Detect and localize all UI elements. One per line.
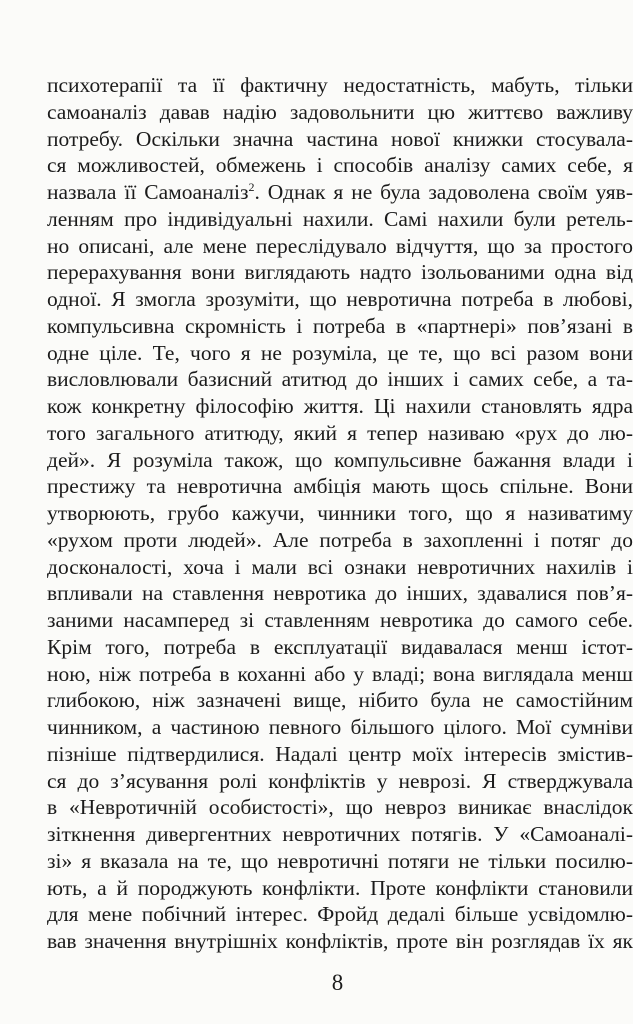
text-line: компульсивна скромність і потреба в «партнері» пов’язані в	[47, 313, 633, 338]
text-line: в «Невротичній особистості», що невроз виникає внаслідок	[47, 795, 633, 820]
text-line: впливали на ставлення невротика до інших, здавалися пов’я-	[47, 581, 633, 606]
text-line: висловлювали базисний атитюд до інших і самих себе, а та-	[47, 367, 633, 392]
text-line: ною, ніж потреба в коханні або у владі; вона виглядала менш	[47, 661, 633, 686]
text-line: утворюють, грубо кажучи, чинники того, що я називатиму	[47, 501, 633, 525]
text-line: самоаналіз давав надію задовольнити цю життєво важливу	[47, 99, 633, 124]
text-line: для мене побічний інтерес. Фройд дедалі більше усвідомлю-	[47, 902, 633, 927]
text-line: ленням про індивідуальні нахили. Самі нахили були ретель-	[47, 206, 633, 231]
text-line: заними насамперед зі ставленням невротика до самого себе.	[47, 608, 633, 632]
text-line: психотерапії та її фактичну недостатність, мабуть, тільки	[47, 73, 633, 97]
text-line: перерахування вони виглядають надто ізольованими одна від	[47, 260, 633, 285]
text-line: одної. Я змогла зрозуміти, що невротична потреба в любові,	[47, 287, 633, 311]
text-line-part: назвала її Самоаналіз	[47, 180, 249, 204]
text-line: ся можливостей, обмежень і способів аналізу самих себе, я	[47, 153, 633, 178]
text-line: зі» я вказала на те, що невротичні потяги не тільки посилю-	[47, 848, 633, 873]
footnote-mark: 2	[248, 180, 255, 194]
text-line: зіткнення дивергентних невротичних потягів. У «Самоаналі-	[47, 822, 633, 846]
text-line: потребу. Оскільки значна частина нової книжки стосувала-	[47, 126, 633, 151]
body-text	[47, 72, 633, 955]
text-line	[47, 179, 633, 206]
text-line: Крім того, потреба в експлуатації видавалася менш істот-	[47, 634, 633, 659]
text-line: ся до з’ясування ролі конфліктів у неврозі. Я стверджувала	[47, 768, 633, 793]
text-line: престижу та невротична амбіція мають щось спільне. Вони	[47, 474, 633, 499]
text-line: «рухом проти людей». Але потреба в захопленні і потяг до	[47, 527, 633, 552]
page-number: 8	[331, 970, 344, 995]
text-line: вав значення внутрішніх конфліктів, проте він розглядав їх як	[47, 929, 633, 953]
text-line: глибокою, ніж зазначені вище, нібито була не самостійним	[47, 688, 633, 713]
text-line: одне ціле. Те, чого я не розуміла, це те, що всі разом вони	[47, 340, 633, 365]
text-line-part: . Однак я не була задоволена своїм уяв-	[254, 180, 633, 204]
text-line: дей». Я розуміла також, що компульсивне бажання влади і	[47, 447, 633, 472]
text-line: кож конкретну філософію життя. Ці нахили становлять ядра	[47, 394, 633, 418]
text-line: досконалості, хоча і мали всі ознаки невротичних нахилів і	[47, 554, 633, 579]
text-line: но описані, але мене переслідувало відчуття, що за простого	[47, 233, 633, 258]
text-line: ють, а й породжують конфлікти. Проте конфлікти становили	[47, 875, 633, 900]
text-line: того загального атитюду, який я тепер називаю «рух до лю-	[47, 420, 633, 445]
text-line: пізніше підтвердилися. Надалі центр моїх інтересів змістив-	[47, 741, 633, 766]
text-line: чинником, а частиною певного більшого цілого. Мої сумніви	[47, 715, 633, 739]
